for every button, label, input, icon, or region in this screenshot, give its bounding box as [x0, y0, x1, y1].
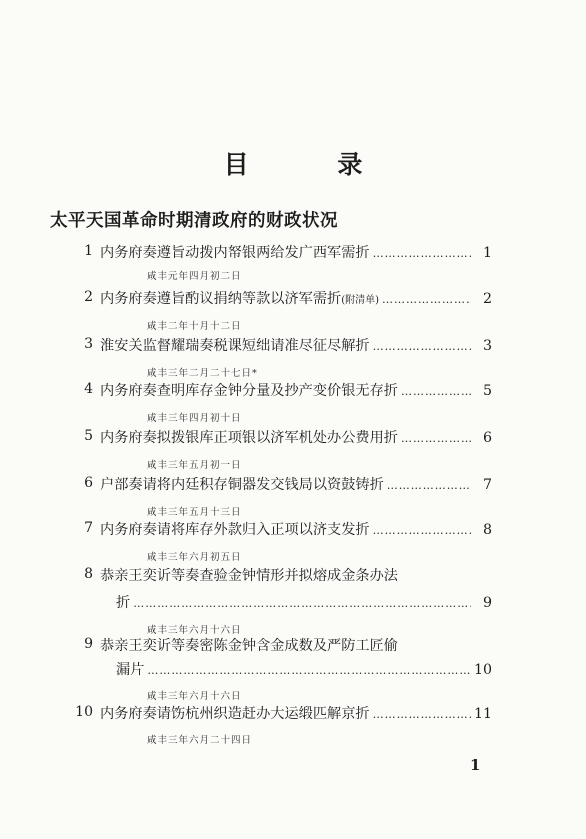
- entry-page[interactable]: 11: [474, 706, 493, 722]
- leader-dots: [387, 476, 471, 496]
- entry-number: 2: [84, 289, 93, 305]
- section-heading: 太平天国革命时期清政府的财政状况: [50, 211, 338, 231]
- entry-date: 咸丰二年十月十二日: [147, 321, 242, 332]
- entry-page[interactable]: 9: [482, 595, 492, 611]
- entry-title[interactable]: 户部奏请将内廷积存铜器发交钱局以资鼓铸折: [100, 477, 384, 493]
- entry-number: 6: [84, 475, 93, 491]
- entry-number: 5: [84, 428, 93, 444]
- page-number: 1: [470, 756, 481, 774]
- entry-number: 8: [84, 566, 93, 582]
- page-title: 目 录: [223, 150, 403, 179]
- leader-dots: [373, 337, 471, 357]
- entry-title[interactable]: 恭亲王奕䜣等奏密陈金钟含金成数及严防工匠偷: [100, 638, 398, 654]
- leader-dots: [147, 661, 471, 681]
- entry-number: 3: [84, 336, 93, 352]
- entry-title[interactable]: 内务府奏请将库存外款归入正项以济支发折: [100, 522, 370, 538]
- leader-dots: [382, 290, 471, 310]
- entry-note: (附清单): [341, 295, 380, 306]
- entry-title[interactable]: 淮安关监督耀瑞奏税课短绌请准尽征尽解折: [100, 338, 370, 354]
- entry-title[interactable]: 内务府奏查明库存金钟分量及抄产变价银无存折: [100, 383, 398, 399]
- leader-dots: [133, 594, 471, 614]
- entry-page[interactable]: 3: [482, 338, 492, 354]
- entry-number: 4: [84, 381, 93, 397]
- entry-date: 咸丰三年五月十三日: [147, 507, 242, 518]
- entry-page[interactable]: 1: [482, 245, 492, 261]
- entry-date: 咸丰元年四月初二日: [147, 271, 242, 282]
- leader-dots: [401, 382, 471, 402]
- entry-title[interactable]: 恭亲王奕䜣等奏查验金钟情形并拟熔成金条办法: [100, 568, 398, 584]
- entry-title-continuation[interactable]: 折: [116, 595, 131, 611]
- entry-page[interactable]: 7: [482, 477, 492, 493]
- leader-dots: [401, 429, 471, 449]
- entry-number: 1: [84, 243, 93, 259]
- entry-number: 9: [84, 636, 93, 652]
- leader-dots: [373, 521, 471, 541]
- entry-date: 咸丰三年六月二十四日: [147, 735, 253, 746]
- entry-title[interactable]: 内务府奏遵旨动拨内帑银两给发广西军需折: [100, 245, 370, 261]
- leader-dots: [373, 705, 471, 725]
- entry-number: 7: [84, 520, 93, 536]
- entry-page[interactable]: 8: [482, 522, 492, 538]
- entry-title-continuation[interactable]: 漏片: [116, 662, 145, 678]
- entry-page[interactable]: 5: [482, 383, 492, 399]
- leader-dots: [373, 244, 471, 264]
- entry-date: 咸丰三年六月十六日: [147, 625, 242, 636]
- entry-title[interactable]: 内务府奏请饬杭州织造赶办大运缎匹解京折: [100, 706, 370, 722]
- entry-page[interactable]: 2: [482, 291, 492, 307]
- entry-title[interactable]: 内务府奏拟拨银库正项银以济军机处办公费用折: [100, 430, 398, 446]
- entry-date: 咸丰三年六月十六日: [147, 691, 242, 702]
- entry-date: 咸丰三年四月初十日: [147, 413, 242, 424]
- entry-date: 咸丰三年六月初五日: [147, 552, 242, 563]
- entry-number: 10: [75, 704, 93, 720]
- entry-page[interactable]: 6: [482, 430, 492, 446]
- entry-page[interactable]: 10: [474, 662, 493, 678]
- entry-date: 咸丰三年二月二十七日*: [147, 368, 258, 379]
- entry-date: 咸丰三年五月初一日: [147, 460, 242, 471]
- entry-title[interactable]: 内务府奏遵旨酌议捐纳等款以济军需折: [100, 291, 342, 307]
